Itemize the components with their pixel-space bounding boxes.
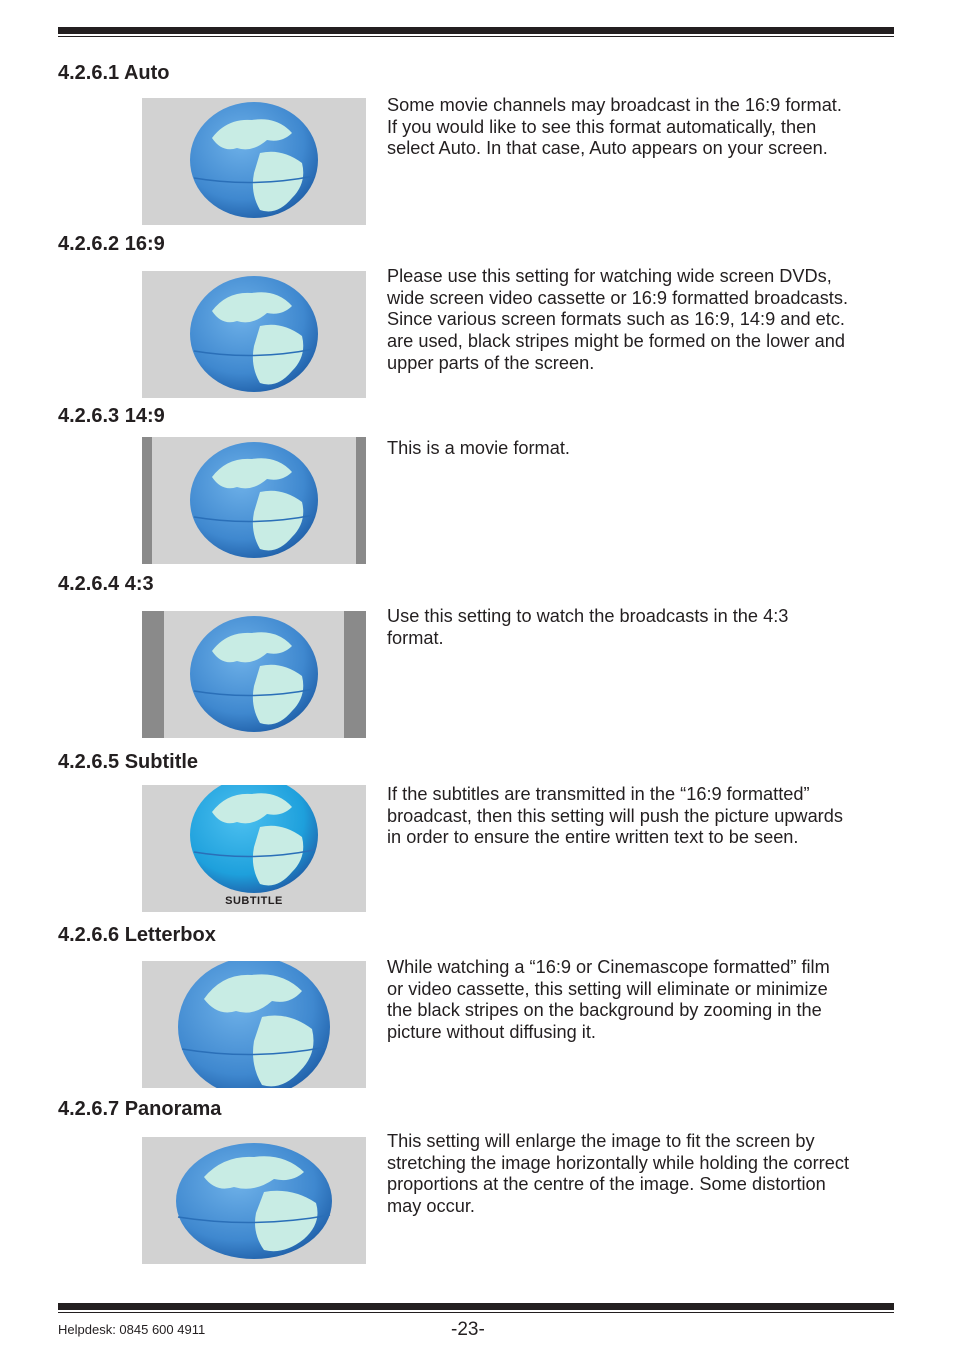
globe-image <box>142 1137 366 1264</box>
section-description: This setting will enlarge the image to fit the screen by stretching the image horizontally while holding the correct proportions at the centre of the image. Some distortion may occur. <box>387 1131 850 1217</box>
subtitle-caption: SUBTITLE <box>225 895 283 907</box>
globe-thumbnail-14-9 <box>142 437 366 564</box>
globe-image <box>142 437 366 564</box>
section-letterbox <box>58 923 898 1093</box>
globe-image <box>142 961 366 1088</box>
bottom-rule <box>58 1303 894 1313</box>
section-description: Use this setting to watch the broadcasts in the 4:3 format. <box>387 606 789 648</box>
section-14-9 <box>58 404 898 574</box>
side-bar-right <box>356 437 366 564</box>
section-heading: 4.2.6.3 14:9 <box>58 405 165 427</box>
section-4-3 <box>58 572 898 742</box>
side-bar-left <box>142 437 152 564</box>
section-description: This is a movie format. <box>387 438 570 458</box>
globe-image <box>142 98 366 225</box>
globe-thumbnail-16-9 <box>142 271 366 398</box>
side-bar-left <box>142 611 164 738</box>
top-rule <box>58 27 894 37</box>
globe-thumbnail-panorama <box>142 1137 366 1264</box>
section-heading: 4.2.6.4 4:3 <box>58 573 154 595</box>
page-number: -23- <box>451 1319 485 1340</box>
section-heading: 4.2.6.6 Letterbox <box>58 924 216 946</box>
globe-thumbnail-4-3 <box>142 611 366 738</box>
section-heading: 4.2.6.2 16:9 <box>58 233 165 255</box>
section-heading: 4.2.6.1 Auto <box>58 62 170 84</box>
section-heading: 4.2.6.7 Panorama <box>58 1098 222 1120</box>
globe-thumbnail-letterbox <box>142 961 366 1088</box>
section-16-9 <box>58 232 898 402</box>
section-panorama <box>58 1097 898 1267</box>
globe-thumbnail-auto <box>142 98 366 225</box>
section-description: While watching a “16:9 or Cinemascope formatted” film or video cassette, this setting will eliminate or minimize the black stripes on the background by zooming in the picture without diffusing it. <box>387 957 830 1043</box>
section-description: If the subtitles are transmitted in the “16:9 formatted” broadcast, then this setting will push the picture upwards in order to ensure the entire written text to be seen. <box>387 784 843 848</box>
globe-image <box>142 271 366 398</box>
helpdesk-number: Helpdesk: 0845 600 4911 <box>58 1322 206 1337</box>
globe-thumbnail-subtitle <box>142 785 366 912</box>
section-description: Please use this setting for watching wide screen DVDs, wide screen video cassette or 16:9 formatted broadcasts. Since various screen formats such as 16:9, 14:9 and etc. are used, black stripes might be formed on the lower and upper parts of the screen. <box>387 266 848 373</box>
globe-image <box>142 785 366 912</box>
side-bar-right <box>344 611 366 738</box>
section-heading: 4.2.6.5 Subtitle <box>58 751 199 773</box>
section-description: Some movie channels may broadcast in the 16:9 format. If you would like to see this format automatically, then select Auto. In that case, Auto appears on your screen. <box>387 95 842 159</box>
section-auto <box>58 61 898 231</box>
section-subtitle <box>58 750 898 920</box>
globe-image <box>142 611 366 738</box>
